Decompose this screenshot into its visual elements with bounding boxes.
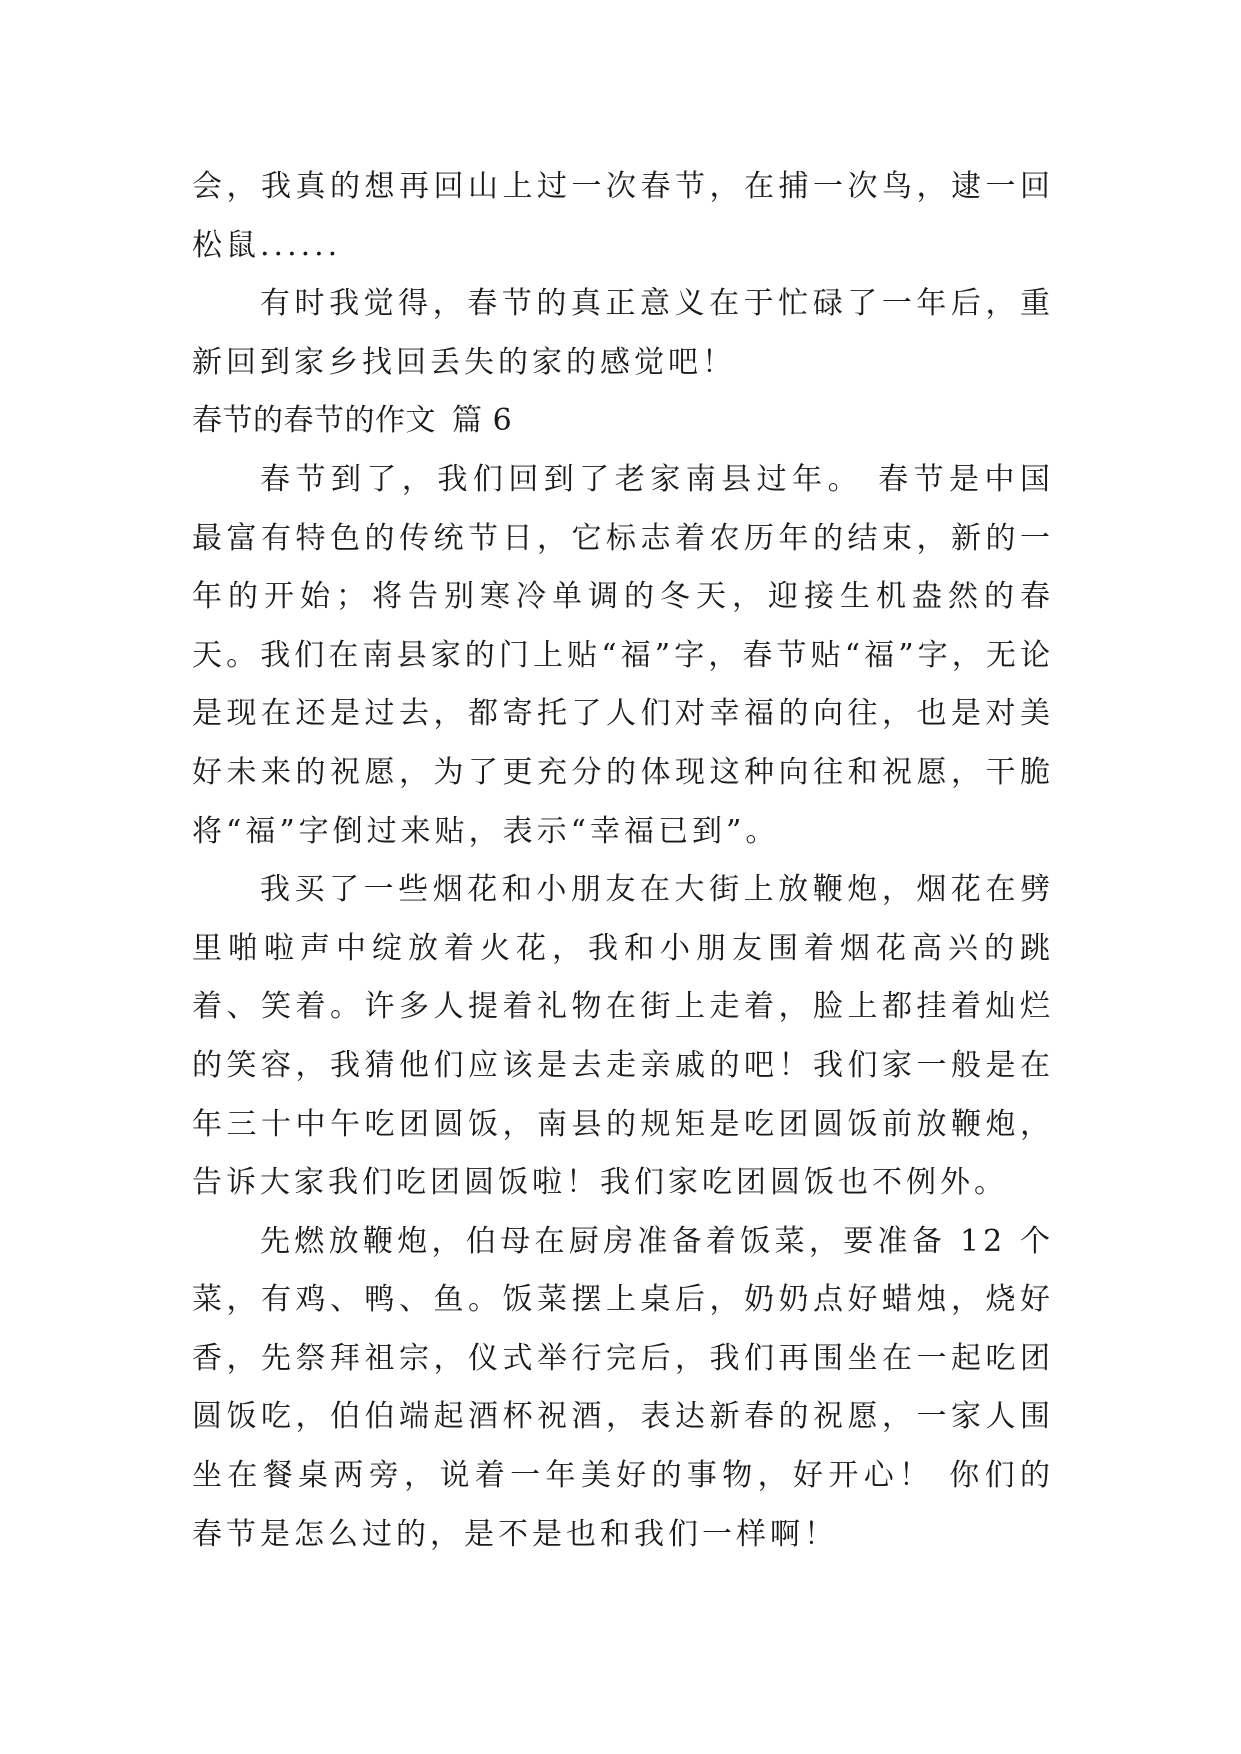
paragraph-body-1: 春节到了，我们回到了老家南县过年。 春节是中国最富有特色的传统节日，它标志着农历年的结束，新的一年的开始；将告别寒冷单调的冬天，迎接生机盎然的春天。我们在南县家的门上贴“福”字，春节贴“福”字，无论是现在还是过去，都寄托了人们对幸福的向往，也是对美好未来的祝愿，为了更充分的体现这种向往和祝愿，干脆将“福”字倒过来贴，表示“幸福已到”。 — [192, 461, 1054, 849]
section-heading — [192, 392, 1054, 451]
section-heading-title: 春节的春节的作文 — [192, 403, 436, 439]
paragraph-continuation: 会，我真的想再回山上过一次春节，在捕一次鸟，逮一回松鼠...... — [192, 169, 1054, 263]
paragraph-body-3: 先燃放鞭炮，伯母在厨房准备着饭菜，要准备 12 个菜，有鸡、鸭、鱼。饭菜摆上桌后，奶奶点好蜡烛，烧好香，先祭拜祖宗，仪式举行完后，我们再围坐在一起吃团圆饭吃，伯伯端起酒杯祝酒，表达新春的祝愿，一家人围坐在餐桌两旁，说着一年美好的事物，好开心！ 你们的春节是怎么过的，是不是也和我们一样啊！ — [192, 1223, 1054, 1552]
section-heading-label: 篇 6 — [452, 403, 513, 439]
paragraph-body-2: 我买了一些烟花和小朋友在大街上放鞭炮，烟花在劈里啪啦声中绽放着火花，我和小朋友围着烟花高兴的跳着、笑着。许多人提着礼物在街上走着，脸上都挂着灿烂的笑容，我猜他们应该是去走亲戚的吧！我们家一般是在年三十中午吃团圆饭，南县的规矩是吃团圆饭前放鞭炮，告诉大家我们吃团圆饭啦！我们家吃团圆饭也不例外。 — [192, 872, 1054, 1201]
paragraph-reflection: 有时我觉得，春节的真正意义在于忙碌了一年后，重新回到家乡找回丢失的家的感觉吧！ — [192, 286, 1054, 380]
document-body — [192, 158, 1054, 1564]
